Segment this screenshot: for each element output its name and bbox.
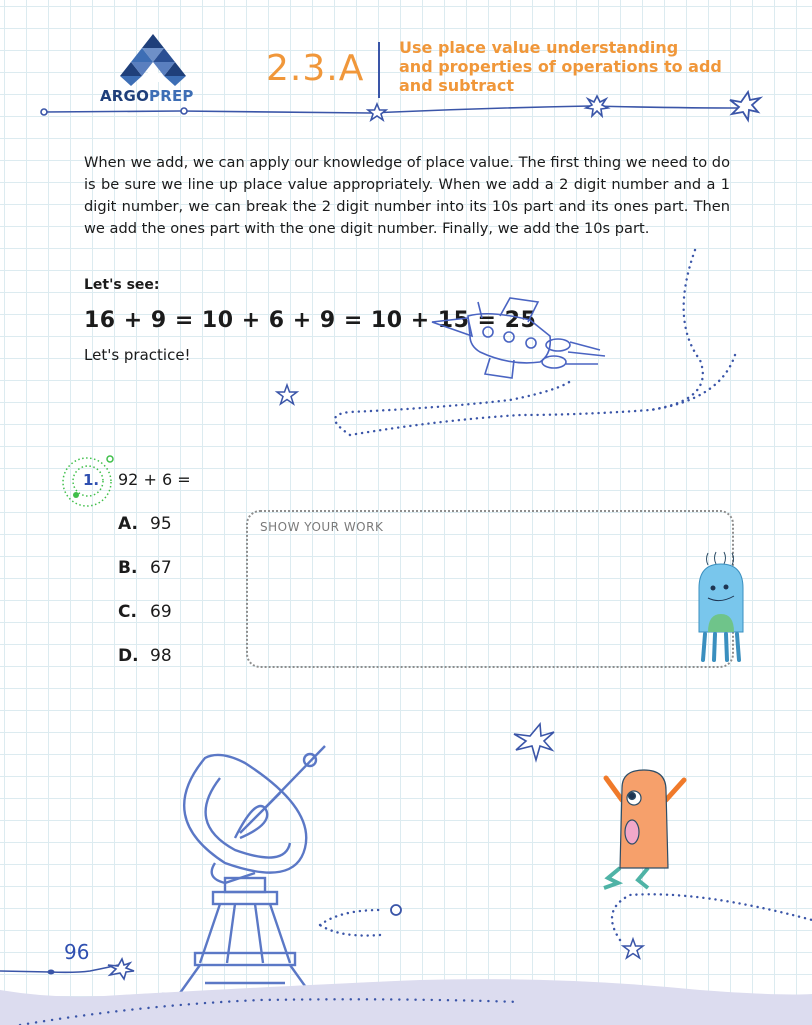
option-value: 95	[150, 514, 172, 534]
dotted-trail	[320, 240, 740, 450]
page-number: 96	[64, 940, 90, 964]
answer-option-b[interactable]	[118, 558, 172, 578]
question-number-badge	[60, 455, 114, 509]
answer-option-d[interactable]	[118, 646, 172, 666]
lesson-title-line-1: Use place value understanding	[399, 38, 679, 57]
sparkle-icon	[730, 92, 760, 120]
lets-practice-label: Let's practice!	[84, 346, 191, 364]
dotted-trail	[300, 880, 812, 970]
option-value: 67	[150, 558, 172, 578]
star-icon	[622, 938, 646, 960]
header-underline	[0, 90, 812, 130]
option-value: 69	[150, 602, 172, 622]
intro-paragraph: When we add, we can apply our knowledge of place value. The first thing we need to do is be sure we line up place value appropriately. When we add a 2 digit number and a 1 digit number, we can break the 2 digit number into its 10s part and its ones part. Then we add the ones part with the one digit number. Finally, we add the 10s part.	[84, 154, 730, 237]
logo-text-prep: PREP	[149, 87, 194, 105]
blue-monster-icon	[696, 550, 746, 665]
answer-option-a[interactable]	[118, 514, 172, 534]
orange-monster-icon	[598, 768, 698, 888]
option-value: 98	[150, 646, 172, 666]
example-equation: 16 + 9 = 10 + 6 + 9 = 10 + 15 = 25	[84, 308, 537, 333]
logo-text-argo: ARGO	[100, 87, 150, 105]
show-your-work-box[interactable]	[246, 510, 734, 668]
sparkle-icon	[512, 722, 556, 762]
lesson-title-line-3: and subtract	[399, 76, 515, 95]
question-number: 1.	[83, 471, 100, 489]
sparkle-icon	[586, 96, 608, 116]
star-icon	[368, 104, 386, 120]
question-prompt: 92 + 6 =	[118, 470, 191, 489]
star-icon	[276, 384, 300, 406]
option-letter: C.	[118, 602, 137, 622]
show-your-work-label: SHOW YOUR WORK	[260, 520, 384, 534]
answer-option-c[interactable]	[118, 602, 172, 622]
lesson-title-line-2: and properties of operations to add	[399, 57, 722, 76]
lesson-code: 2.3.A	[266, 48, 365, 89]
option-letter: B.	[118, 558, 138, 578]
option-letter: D.	[118, 646, 139, 666]
lesson-title	[399, 38, 759, 95]
logo-icon	[118, 34, 188, 86]
sparkle-icon	[108, 959, 134, 979]
option-letter: A.	[118, 514, 138, 534]
ground	[0, 980, 812, 1025]
lets-see-label: Let's see:	[84, 277, 160, 293]
